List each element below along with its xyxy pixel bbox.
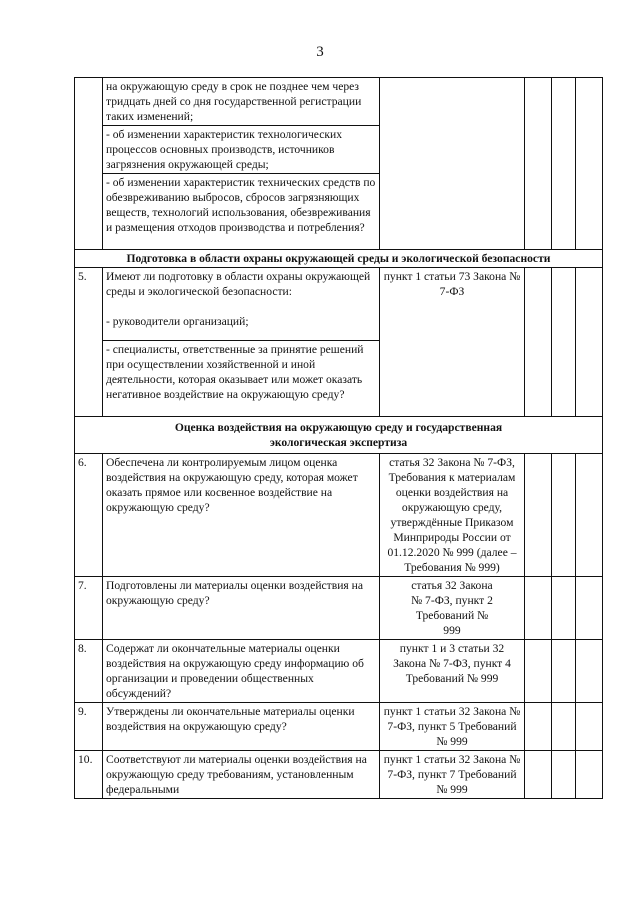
answer-yes-cell (525, 78, 552, 250)
table-row (75, 268, 603, 341)
answer-na-cell (576, 454, 603, 577)
question-text: Имеют ли подготовку в области охраны окружающей среды и экологической безопасности: (106, 270, 371, 298)
page-number: 3 (316, 44, 324, 60)
basis-cell: пункт 1 статьи 32 Закона № 7-ФЗ, пункт 7 Требований № 999 (380, 751, 525, 799)
row-number-cell: 8. (75, 640, 103, 703)
question-cell: Утверждены ли окончательные материалы оценки воздействия на окружающую среду? (103, 703, 380, 751)
table-row (75, 640, 603, 703)
row-number-cell: 6. (75, 454, 103, 577)
answer-na-cell (576, 577, 603, 640)
answer-yes-cell (525, 454, 552, 577)
question-cell: Соответствуют ли материалы оценки воздействия на окружающую среду требованиям, установленным федеральными (103, 751, 380, 799)
answer-na-cell (576, 78, 603, 250)
question-cell: Подготовлены ли материалы оценки воздействия на окружающую среду? (103, 577, 380, 640)
basis-cell (380, 78, 525, 250)
section-row (75, 250, 603, 268)
row-number-cell (75, 78, 103, 250)
question-cell: - специалисты, ответственные за принятие решений при осуществлении хозяйственной и иной деятельности, которая оказывает или может оказать негативное воздействие на окружающую среду? (103, 341, 380, 417)
answer-na-cell (576, 268, 603, 417)
row-number-cell: 7. (75, 577, 103, 640)
answer-na-cell (576, 751, 603, 799)
answer-no-cell (552, 751, 576, 799)
answer-no-cell (552, 703, 576, 751)
basis-cell: пункт 1 и 3 статьи 32 Закона № 7-ФЗ, пункт 4 Требований № 999 (380, 640, 525, 703)
question-cell: Обеспечена ли контролируемым лицом оценка воздействия на окружающую среду, которая может оказать прямое или косвенное воздействие на окружающую среду? (103, 454, 380, 577)
answer-na-cell (576, 703, 603, 751)
question-cell: - об изменении характеристик технологических процессов основных производств, источников загрязнения окружающей среды; (103, 126, 380, 174)
table-row (75, 751, 603, 799)
answer-na-cell (576, 640, 603, 703)
table-row (75, 454, 603, 577)
answer-yes-cell (525, 751, 552, 799)
answer-no-cell (552, 268, 576, 417)
section-row (75, 417, 603, 454)
table-row (75, 78, 603, 126)
basis-cell: статья 32 Закона № 7-ФЗ, Требования к материалам оценки воздействия на окружающую среду, утверждённые Приказом Минприроды России от 01.12.2020 № 999 (далее – Требования № 999) (380, 454, 525, 577)
answer-no-cell (552, 577, 576, 640)
row-number-cell: 9. (75, 703, 103, 751)
question-subitem: - руководители организаций; (106, 315, 249, 328)
row-number-cell: 5. (75, 268, 103, 417)
table-row (75, 703, 603, 751)
question-cell: - об изменении характеристик технических средств по обезвреживанию выбросов, сбросов загрязняющих веществ, технологий использования, обезвреживания и размещения отходов производства и потребления? (103, 174, 380, 250)
answer-yes-cell (525, 268, 552, 417)
answer-yes-cell (525, 703, 552, 751)
checklist-table (74, 77, 603, 799)
question-cell: на окружающую среду в срок не позднее чем через тридцать дней со дня государственной регистрации таких изменений; (103, 78, 380, 126)
answer-yes-cell (525, 640, 552, 703)
section-title: Оценка воздействия на окружающую среду и государственная экологическая экспертиза (75, 417, 603, 454)
basis-cell: пункт 1 статьи 73 Закона № 7-ФЗ (380, 268, 525, 417)
answer-no-cell (552, 640, 576, 703)
answer-yes-cell (525, 577, 552, 640)
question-cell: Содержат ли окончательные материалы оценки воздействия на окружающую среду информацию об организации и проведении общественных обсуждений? (103, 640, 380, 703)
answer-no-cell (552, 78, 576, 250)
basis-cell: пункт 1 статьи 32 Закона № 7-ФЗ, пункт 5 Требований № 999 (380, 703, 525, 751)
table-row (75, 577, 603, 640)
question-cell (103, 268, 380, 341)
answer-no-cell (552, 454, 576, 577)
section-title: Подготовка в области охраны окружающей среды и экологической безопасности (75, 250, 603, 268)
basis-cell: статья 32 Закона № 7-ФЗ, пункт 2 Требований № 999 (380, 577, 525, 640)
row-number-cell: 10. (75, 751, 103, 799)
